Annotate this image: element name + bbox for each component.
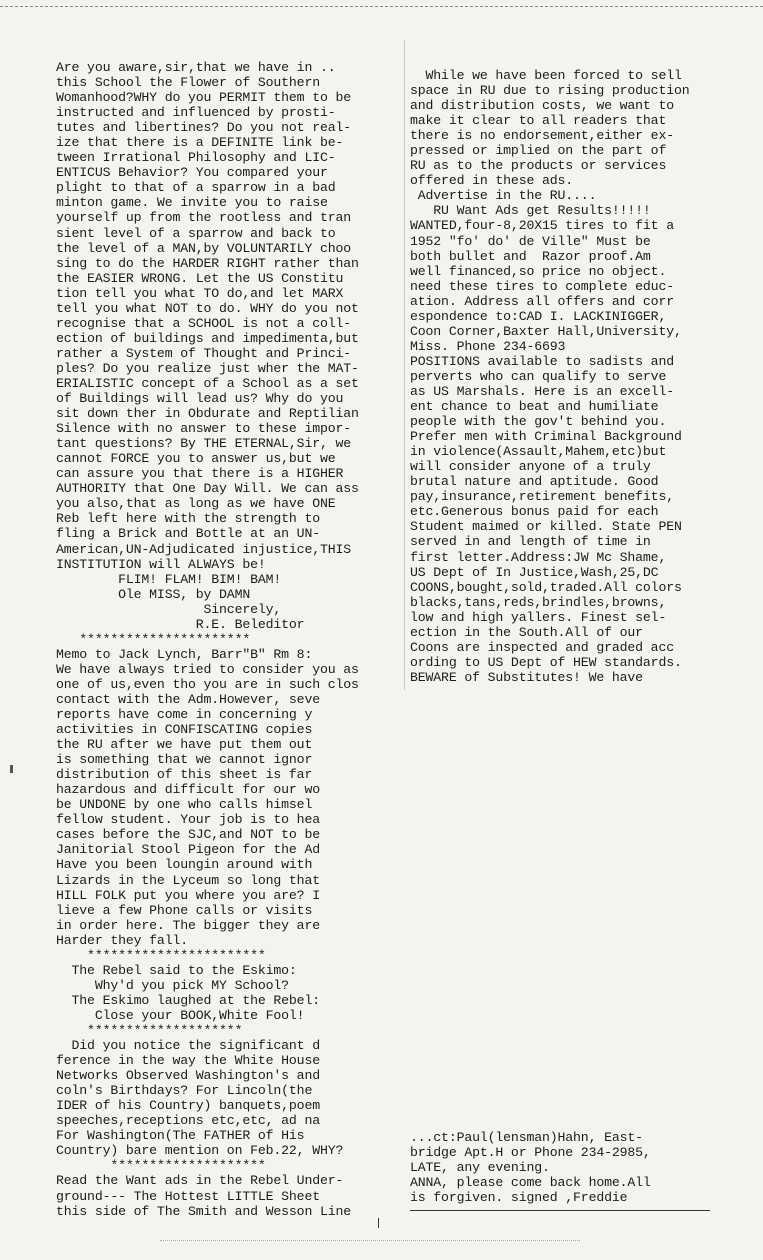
right-column-line: BEWARE of Substitutes! We have — [410, 669, 643, 685]
right-column-line: etc.Generous bonus paid for each — [410, 504, 659, 520]
right-column-line: low and high yallers. Finest sel- — [410, 609, 667, 625]
left-column-line: Did you notice the significant d — [56, 1038, 320, 1054]
left-column-line: sient level of a sparrow and back to — [56, 225, 336, 241]
left-column-line: lieve a few Phone calls or visits — [56, 902, 313, 918]
left-column-line: hazardous and difficult for our wo — [56, 782, 320, 798]
right-column-line: and distribution costs, we want to — [410, 98, 674, 114]
left-column-line: Why'd you pick MY School? — [56, 977, 289, 993]
right-column-line: US Dept of In Justice,Wash,25,DC — [410, 564, 659, 580]
left-column-line: The Eskimo laughed at the Rebel: — [56, 992, 320, 1008]
left-column-line: Country) bare mention on Feb.22, WHY? — [56, 1143, 344, 1159]
left-column-line: coln's Birthdays? For Lincoln(the — [56, 1083, 313, 1099]
left-column-line: Sincerely, — [56, 601, 282, 617]
left-column-line: sing to do the HARDER RIGHT rather than — [56, 255, 359, 271]
left-column-line: American,UN-Adjudicated injustice,THIS — [56, 541, 352, 557]
left-column-line: minton game. We invite you to raise — [56, 195, 328, 211]
bottom-right-line: ANNA, please come back home.All — [410, 1175, 651, 1191]
left-column-line: ples? Do you realize just wher the MAT- — [56, 360, 359, 376]
left-column-line: ground--- The Hottest LITTLE Sheet — [56, 1188, 320, 1204]
left-column-line: Memo to Jack Lynch, Barr"B" Rm 8: — [56, 646, 313, 662]
right-column-line: make it clear to all readers that — [410, 113, 667, 129]
left-column-line: Reb left here with the strength to — [56, 511, 320, 527]
left-column-line: AUTHORITY that One Day Will. We can ass — [56, 481, 359, 497]
left-column-line: IDER of his Country) banquets,poem — [56, 1098, 320, 1114]
right-column-line: both bullet and Razor proof.Am — [410, 248, 651, 264]
left-column-line: recognise that a SCHOOL is not a coll- — [56, 315, 352, 331]
right-column-line: ording to US Dept of HEW standards. — [410, 654, 682, 670]
page-bottom-rule — [160, 1240, 580, 1241]
right-column-line: Advertise in the RU.... — [410, 188, 597, 204]
right-column-line: need these tires to complete educ- — [410, 278, 674, 294]
left-column-line: this side of The Smith and Wesson Line — [56, 1203, 352, 1219]
right-column-line: blacks,tans,reds,brindles,browns, — [410, 594, 667, 610]
left-column-line: ference in the way the White House — [56, 1053, 320, 1069]
left-column-line: cases before the SJC,and NOT to be — [56, 827, 320, 843]
right-column-line: offered in these ads. — [410, 173, 574, 189]
left-column-line: Harder they fall. — [56, 932, 188, 948]
left-column-line: one of us,even tho you are in such clos — [56, 676, 359, 692]
left-column-line: Womanhood?WHY do you PERMIT them to be — [56, 90, 352, 106]
column-divider — [404, 40, 405, 690]
left-column-line: tell you what NOT to do. WHY do you not — [56, 300, 359, 316]
left-column-line: tutes and libertines? Do you not real- — [56, 120, 352, 136]
left-column-line: the RU after we have put them out — [56, 737, 313, 753]
left-column-line: R.E. Beleditor — [56, 616, 305, 632]
left-column-line: The Rebel said to the Eskimo: — [56, 962, 297, 978]
left-column-line: Networks Observed Washington's and — [56, 1068, 320, 1084]
right-column-line: ent chance to beat and humiliate — [410, 399, 659, 415]
left-column-line: ection of buildings and impedimenta,but — [56, 330, 359, 346]
left-column-line: plight to that of a sparrow in a bad — [56, 180, 336, 196]
left-column-line: fellow student. Your job is to hea — [56, 812, 320, 828]
right-column-line: people with the gov't behind you. — [410, 414, 667, 430]
left-column-line: cannot FORCE you to answer us,but we — [56, 451, 336, 467]
left-column-line: ********************** — [56, 631, 251, 647]
left-column-line: Janitorial Stool Pigeon for the Ad — [56, 842, 320, 858]
left-column-line: ******************** — [56, 1023, 243, 1038]
right-column-line: Coon Corner,Baxter Hall,University, — [410, 323, 682, 339]
right-column-line: well financed,so price no object. — [410, 263, 667, 279]
left-column-line: ERIALISTIC concept of a School as a set — [56, 375, 359, 391]
left-column-line: this School the Flower of Southern — [56, 75, 320, 91]
right-column-line: Miss. Phone 234-6693 — [410, 338, 566, 354]
right-column-line: Prefer men with Criminal Background — [410, 429, 682, 445]
left-column-line: distribution of this sheet is far — [56, 767, 313, 783]
left-column-line: Close your BOOK,White Fool! — [56, 1007, 305, 1023]
right-column-line: espondence to:CAD I. LACKINIGGER, — [410, 308, 667, 324]
right-column-line: RU Want Ads get Results!!!!! — [410, 203, 651, 219]
margin-mark — [10, 765, 13, 773]
left-column-line: instructed and influenced by prosti- — [56, 105, 336, 121]
right-column — [410, 68, 740, 685]
left-column-line: the EASIER WRONG. Let the US Constitu — [56, 270, 344, 286]
bottom-right-line: is forgiven. signed ,Freddie — [410, 1190, 628, 1206]
right-column-line: While we have been forced to sell — [410, 68, 682, 83]
right-column-line: ection in the South.All of our — [410, 624, 643, 640]
left-column-line: tion tell you what TO do,and let MARX — [56, 285, 344, 301]
right-column-line: POSITIONS available to sadists and — [410, 353, 674, 369]
left-column-line: INSTITUTION will ALWAYS be! — [56, 556, 266, 572]
left-column-line: speeches,receptions etc,etc, ad na — [56, 1113, 320, 1129]
right-column-line: WANTED,four-8,20X15 tires to fit a — [410, 218, 674, 234]
left-column-line: Ole MISS, by DAMN — [56, 586, 251, 602]
left-column-line: Read the Want ads in the Rebel Under- — [56, 1173, 344, 1189]
center-tick-mark — [378, 1218, 379, 1228]
bottom-right-ads — [410, 1130, 730, 1205]
left-column-line: ENTICUS Behavior? You compared your — [56, 165, 328, 181]
right-column-line: 1952 "fo' do' de Ville" Must be — [410, 233, 651, 249]
left-column-line: can assure you that there is a HIGHER — [56, 466, 344, 482]
left-column-line: reports have come in concerning y — [56, 707, 313, 723]
left-column-line: We have always tried to consider you as — [56, 661, 359, 677]
right-column-line: Student maimed or killed. State PEN — [410, 519, 682, 535]
right-column-line: space in RU due to rising production — [410, 83, 690, 99]
left-column-line: rather a System of Thought and Princi- — [56, 345, 352, 361]
bottom-right-line: LATE, any evening. — [410, 1160, 550, 1176]
left-column-line: of Buildings will lead us? Why do you — [56, 391, 344, 407]
right-column-line: Coons are inspected and graded acc — [410, 639, 674, 655]
left-column-line: ******************** — [56, 1158, 266, 1174]
left-column-line: FLIM! FLAM! BIM! BAM! — [56, 571, 282, 587]
right-column-line: pressed or implied on the part of — [410, 143, 667, 159]
right-column-line: there is no endorsement,either ex- — [410, 128, 674, 144]
bottom-right-line: ...ct:Paul(lensman)Hahn, East- — [410, 1130, 643, 1145]
left-column-line: Are you aware,sir,that we have in .. — [56, 60, 336, 75]
right-column-line: will consider anyone of a truly — [410, 459, 651, 475]
left-column-line: HILL FOLK put you where you are? I — [56, 887, 320, 903]
left-column-line: For Washington(The FATHER of His — [56, 1128, 305, 1144]
right-column-line: COONS,bought,sold,traded.All colors — [410, 579, 682, 595]
left-column — [56, 60, 402, 1219]
right-column-line: perverts who can qualify to serve — [410, 368, 667, 384]
left-column-line: tween Irrational Philosophy and LIC- — [56, 150, 336, 166]
left-column-line: Silence with no answer to these impor- — [56, 421, 352, 437]
left-column-line: you also,that as long as we have ONE — [56, 496, 336, 512]
left-column-line: fling a Brick and Bottle at an UN- — [56, 526, 320, 542]
left-column-line: activities in CONFISCATING copies — [56, 722, 313, 738]
left-column-line: tant questions? By THE ETERNAL,Sir, we — [56, 436, 352, 452]
right-column-line: brutal nature and aptitude. Good — [410, 474, 659, 490]
right-column-line: in violence(Assault,Mahem,etc)but — [410, 444, 667, 460]
left-column-line: ize that there is a DEFINITE link be- — [56, 135, 344, 151]
left-column-line: Lizards in the Lyceum so long that — [56, 872, 320, 888]
bottom-right-line: bridge Apt.H or Phone 234-2985, — [410, 1145, 651, 1161]
left-column-line: contact with the Adm.However, seve — [56, 691, 320, 707]
right-column-line: as US Marshals. Here is an excell- — [410, 383, 674, 399]
left-column-line: be UNDONE by one who calls himsel — [56, 797, 313, 813]
left-column-line: yourself up from the rootless and tran — [56, 210, 352, 226]
left-column-line: is something that we cannot ignor — [56, 752, 313, 768]
right-column-line: served in and length of time in — [410, 534, 651, 550]
right-column-line: ation. Address all offers and corr — [410, 293, 674, 309]
right-column-line: RU as to the products or services — [410, 158, 667, 174]
right-column-line: first letter.Address:JW Mc Shame, — [410, 549, 667, 565]
left-column-line: sit down ther in Obdurate and Reptilian — [56, 406, 359, 422]
bottom-rule — [410, 1210, 710, 1211]
page-top-rule — [0, 0, 763, 7]
left-column-line: *********************** — [56, 947, 266, 963]
left-column-line: Have you been loungin around with — [56, 857, 313, 873]
left-column-line: the level of a MAN,by VOLUNTARILY choo — [56, 240, 352, 256]
left-column-line: in order here. The bigger they are — [56, 917, 320, 933]
right-column-line: pay,insurance,retirement benefits, — [410, 489, 674, 505]
